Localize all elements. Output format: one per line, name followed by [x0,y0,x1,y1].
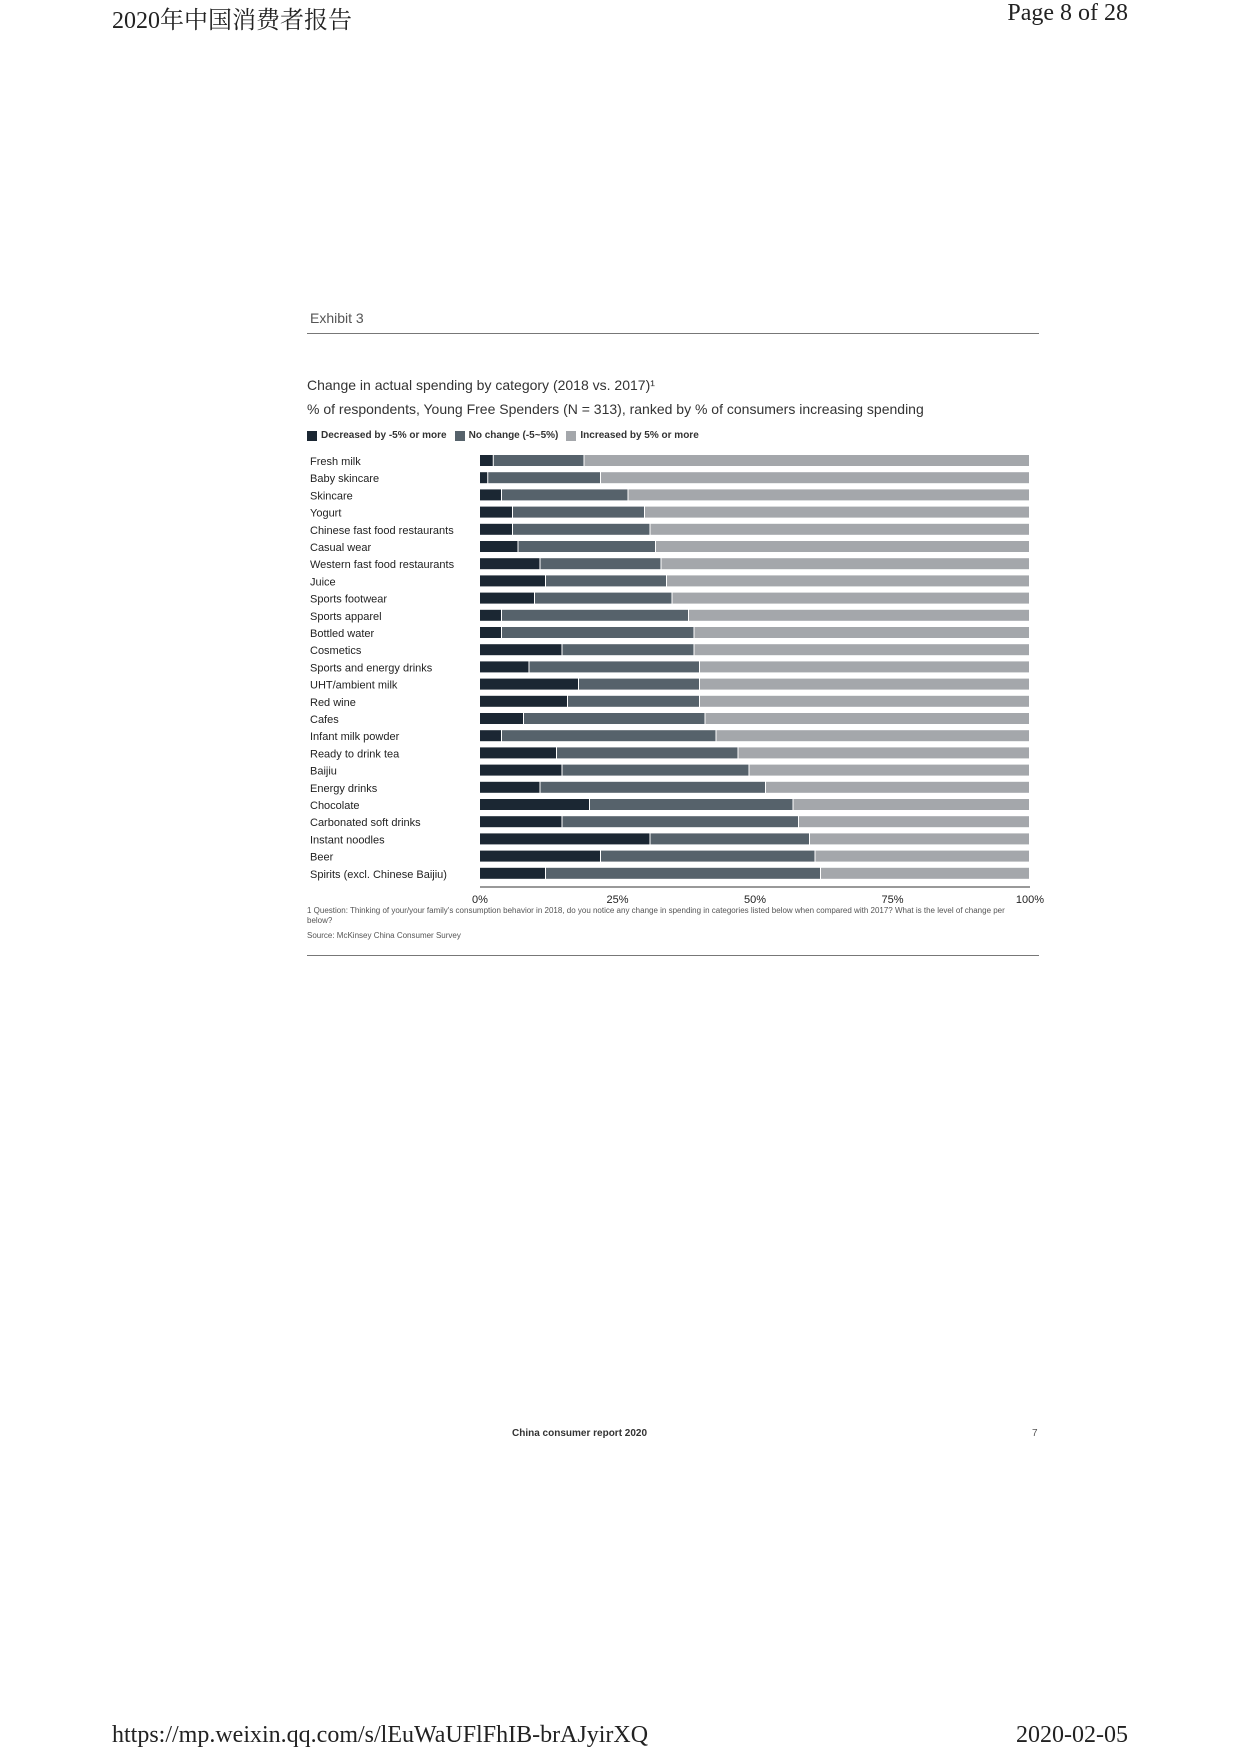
bar-segment-no-change [535,593,672,604]
report-page-number: 7 [1032,1428,1038,1439]
bar-segment-increased [700,679,1029,690]
bar-segment-increased [585,455,1030,466]
footnote-question: 1 Question: Thinking of your/your family's consumption behavior in 2018, do you notice any change in spending in categories listed below when compared with 2017? What is the level of change per below? [307,906,1005,925]
bar-segment-decreased [480,472,487,483]
bar-segment-no-change [494,455,584,466]
category-label: Beer [310,851,334,864]
bar-segment-increased [821,868,1029,879]
category-label: Sports and energy drinks [310,662,433,675]
top-divider [307,333,1039,334]
chart-title: Change in actual spending by category (2018 vs. 2017)¹ [307,377,655,393]
bar-segment-no-change [546,575,666,586]
x-tick-label: 0% [472,894,488,906]
bar-segment-increased [667,575,1029,586]
bar-segment-no-change [563,816,799,827]
bar-segment-no-change [513,524,650,535]
bar-segment-no-change [502,730,716,741]
category-label: Ready to drink tea [310,748,400,761]
category-label: Sports apparel [310,610,382,623]
legend-swatch-decreased [307,431,317,441]
bar-segment-decreased [480,558,540,569]
bar-segment-decreased [480,455,493,466]
bar-segment-no-change [541,558,661,569]
category-label: UHT/ambient milk [310,679,398,692]
bar-segment-decreased [480,524,512,535]
bar-segment-no-change [546,868,820,879]
bar-segment-increased [799,816,1029,827]
bar-segment-decreased [480,851,600,862]
bar-segment-increased [651,524,1030,535]
stacked-bar-chart [300,452,1045,906]
bar-segment-decreased [480,833,650,844]
bar-segment-decreased [480,575,545,586]
x-tick-label: 50% [743,894,767,906]
legend-swatch-no-change [455,431,465,441]
category-label: Bottled water [310,628,375,640]
bar-segment-decreased [480,799,589,810]
category-label: Baby skincare [310,473,380,486]
bar-segment-no-change [563,765,749,776]
bar-segment-increased [717,730,1030,741]
source-url: https://mp.weixin.qq.com/s/lEuWaUFlFhIB-brAJyirXQ [112,1722,649,1748]
bar-segment-decreased [480,765,562,776]
bar-segment-decreased [480,489,501,500]
category-label: Chinese fast food restaurants [310,524,454,537]
category-label: Red wine [310,696,356,709]
bar-segment-increased [816,851,1030,862]
bottom-divider [307,955,1039,956]
bar-segment-no-change [541,782,766,793]
chart-subtitle: % of respondents, Young Free Spenders (N = 313), ranked by % of consumers increasing spending [307,401,924,417]
category-label: Skincare [310,490,353,503]
bar-segment-decreased [480,816,562,827]
bar-segment-no-change [568,696,699,707]
exhibit-label: Exhibit 3 [310,310,364,326]
bar-segment-increased [629,489,1030,500]
bar-segment-decreased [480,593,534,604]
category-label: Juice [310,576,336,589]
bar-segment-decreased [480,868,545,879]
x-tick-label: 75% [881,894,904,906]
bar-segment-no-change [519,541,656,552]
capture-date: 2020-02-05 [1016,1722,1128,1748]
bar-segment-no-change [524,713,705,724]
bar-segment-increased [700,661,1029,672]
category-label: Infant milk powder [310,731,400,744]
category-label: Casual wear [310,542,372,554]
category-label: Cafes [310,714,339,726]
chart-legend [307,430,707,441]
bar-segment-decreased [480,782,540,793]
bar-segment-increased [700,696,1029,707]
bar-segment-decreased [480,644,562,655]
bar-segment-increased [794,799,1030,810]
report-footer-title: China consumer report 2020 [512,1428,648,1439]
bar-segment-no-change [502,627,694,638]
bar-segment-no-change [590,799,793,810]
bar-segment-increased [750,765,1030,776]
category-label: Carbonated soft drinks [310,817,421,830]
header-title: 2020年中国消费者报告 [112,8,352,34]
legend-label-decreased: Decreased by -5% or more [321,430,447,441]
category-label: Sports footwear [310,593,388,606]
bar-segment-increased [739,747,1030,758]
legend-item-no-change [455,430,559,441]
x-tick-label: 100% [1015,894,1045,906]
bar-segment-no-change [530,661,700,672]
bar-segment-increased [656,541,1029,552]
bar-segment-decreased [480,730,501,741]
category-label: Chocolate [310,800,360,812]
footnote-source: Source: McKinsey China Consumer Survey [307,931,461,940]
bar-segment-increased [695,627,1030,638]
bar-segment-decreased [480,507,512,518]
legend-swatch-increased [566,431,576,441]
bar-segment-no-change [579,679,699,690]
bar-segment-no-change [601,851,815,862]
bar-segment-no-change [502,610,688,621]
bar-segment-decreased [480,610,501,621]
bar-segment-increased [662,558,1030,569]
bar-segment-no-change [557,747,738,758]
bar-segment-no-change [488,472,600,483]
bar-segment-decreased [480,661,529,672]
bar-segment-increased [601,472,1029,483]
bar-segment-increased [766,782,1029,793]
category-label: Spirits (excl. Chinese Baijiu) [310,868,447,881]
bar-segment-increased [695,644,1030,655]
category-label: Instant noodles [310,834,385,847]
bar-segment-increased [689,610,1029,621]
bar-segment-increased [673,593,1030,604]
bar-segment-increased [706,713,1030,724]
category-label: Fresh milk [310,456,361,468]
bar-segment-decreased [480,627,501,638]
legend-label-increased: Increased by 5% or more [580,430,699,441]
category-label: Yogurt [310,507,342,520]
bar-segment-decreased [480,541,518,552]
bar-segment-increased [810,833,1029,844]
bar-segment-decreased [480,713,523,724]
bar-segment-no-change [513,507,644,518]
bar-segment-increased [645,507,1029,518]
legend-item-decreased [307,430,447,441]
bar-segment-decreased [480,679,578,690]
bar-segment-no-change [563,644,694,655]
legend-item-increased [566,430,698,441]
bar-segment-decreased [480,696,567,707]
category-label: Cosmetics [310,645,362,658]
x-tick-label: 25% [606,894,629,906]
page-counter: Page 8 of 28 [1007,0,1128,26]
category-label: Baijiu [310,765,337,778]
bar-segment-no-change [502,489,628,500]
category-label: Energy drinks [310,782,378,795]
legend-label-no-change: No change (-5~5%) [468,430,559,441]
bar-segment-decreased [480,747,556,758]
category-label: Western fast food restaurants [310,559,455,572]
bar-segment-no-change [651,833,810,844]
